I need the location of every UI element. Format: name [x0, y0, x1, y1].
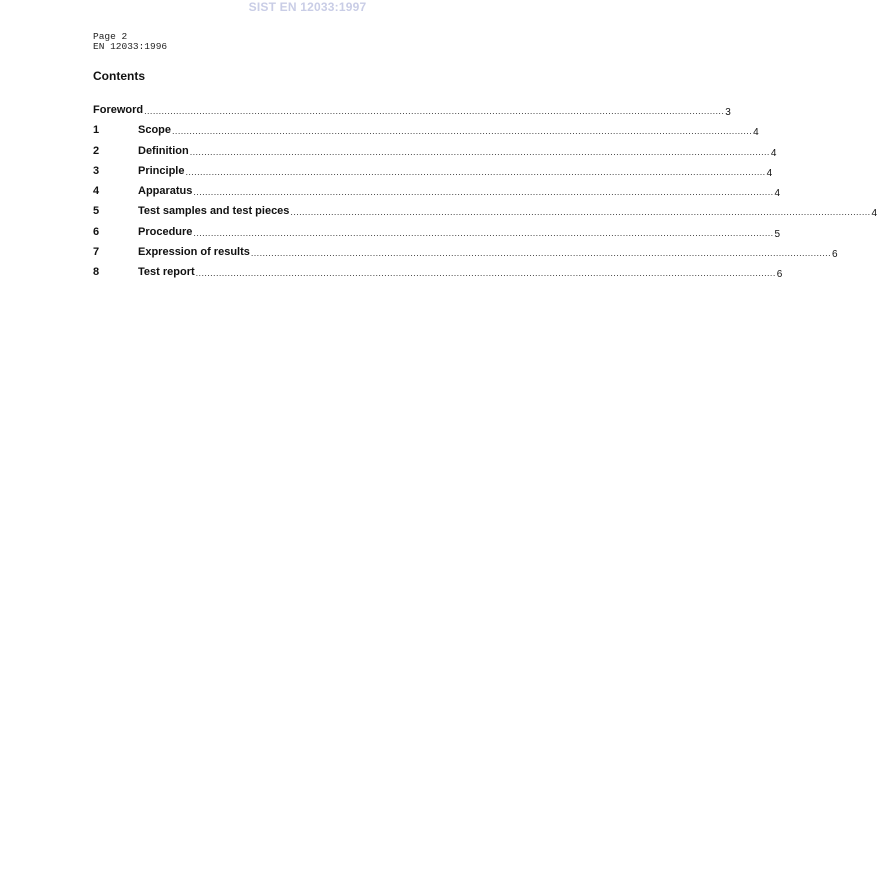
toc-entry-test-samples[interactable] — [93, 205, 877, 225]
toc-entry-page: 5 — [774, 228, 781, 240]
page-number-label: Page 2 — [93, 31, 128, 42]
toc-entry-title: Test report — [138, 266, 195, 279]
toc-entry-apparatus[interactable] — [93, 185, 781, 205]
toc-entry-number: 3 — [93, 164, 100, 177]
table-of-contents — [93, 104, 877, 287]
standard-identifier: EN 12033:1996 — [93, 41, 168, 52]
toc-entry-scope[interactable] — [93, 124, 759, 144]
toc-leader-dots: ........................................................................................................................................................................................................ — [172, 126, 753, 137]
toc-entry-title: Definition — [138, 144, 189, 157]
toc-entry-expression-of-results[interactable] — [93, 246, 838, 266]
toc-entry-number: 5 — [93, 205, 100, 218]
watermark: SIST EN 12033:1997 — [248, 0, 367, 14]
toc-entry-title: Foreword — [93, 104, 144, 116]
toc-entry-number: 1 — [93, 124, 100, 137]
toc-entry-page: 4 — [766, 167, 773, 179]
toc-entry-title: Procedure — [138, 225, 193, 238]
toc-entry-page: 6 — [831, 249, 838, 261]
toc-entry-title: Apparatus — [138, 185, 193, 198]
toc-entry-test-report[interactable] — [93, 266, 783, 286]
toc-entry-title: Expression of results — [138, 246, 250, 259]
toc-entry-number: 2 — [93, 144, 100, 157]
toc-entry-page: 4 — [774, 188, 781, 200]
toc-entry-page: 4 — [753, 127, 759, 139]
toc-entry-number: 6 — [93, 225, 100, 238]
toc-leader-dots: ........................................................................................................................................................................................................ — [195, 268, 776, 279]
toc-leader-dots: ........................................................................................................................................................................................................ — [185, 166, 766, 177]
toc-leader-dots: ........................................................................................................................................................................................................ — [193, 187, 774, 198]
contents-heading: Contents — [93, 69, 145, 83]
toc-entry-definition[interactable] — [93, 144, 777, 165]
toc-entry-principle[interactable] — [93, 164, 773, 185]
toc-entry-page: 3 — [725, 107, 731, 118]
toc-entry-page: 6 — [776, 269, 783, 281]
toc-leader-dots: ........................................................................................................................................................................................................ — [250, 248, 831, 259]
toc-entry-foreword[interactable] — [93, 104, 731, 124]
toc-leader-dots: ........................................................................................................................................................................................................ — [290, 207, 871, 218]
toc-entry-procedure[interactable] — [93, 225, 781, 246]
toc-entry-number: 4 — [93, 185, 100, 198]
toc-leader-dots: ........................................................................................................................................................................................................ — [144, 106, 725, 116]
toc-entry-title: Test samples and test pieces — [138, 205, 290, 218]
toc-leader-dots: ........................................................................................................................................................................................................ — [193, 227, 774, 238]
toc-entry-page: 4 — [871, 208, 877, 220]
toc-entry-number: 8 — [93, 266, 100, 279]
toc-entry-title: Scope — [138, 124, 172, 137]
toc-leader-dots: ........................................................................................................................................................................................................ — [189, 146, 770, 157]
toc-entry-number: 7 — [93, 246, 100, 259]
toc-entry-page: 4 — [770, 147, 777, 159]
toc-entry-title: Principle — [138, 164, 185, 177]
page-header — [93, 32, 167, 52]
